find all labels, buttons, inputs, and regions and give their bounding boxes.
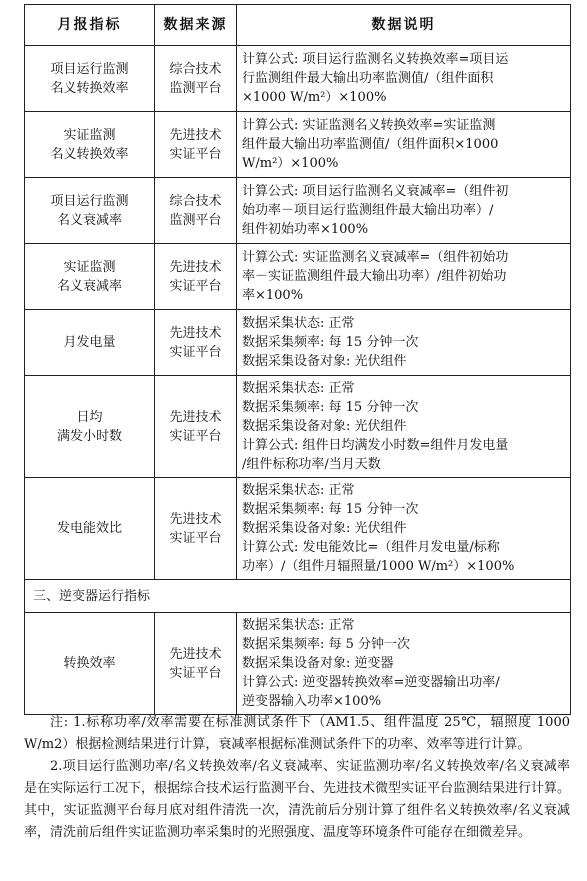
source-line: 先进技术 (169, 409, 222, 425)
source-line: 综合技术 (169, 193, 222, 209)
source-cell (155, 376, 237, 478)
description-line: 数据采集设备对象: 光伏组件 (242, 521, 407, 536)
description-line: 计算公式: 项目运行监测名义转换效率=项目运 (242, 52, 509, 67)
source-cell (155, 478, 237, 580)
description-line: 始功率－项目运行监测组件最大输出功率）/ (242, 203, 494, 218)
source-cell (155, 46, 237, 112)
description-cell (237, 613, 571, 715)
table-header-row (25, 5, 571, 46)
description-line: 数据采集状态: 正常 (242, 483, 355, 498)
source-line: 实证平台 (169, 428, 222, 444)
indicator-cell (25, 376, 155, 478)
source-line: 综合技术 (169, 61, 222, 77)
description-line: 数据采集设备对象: 光伏组件 (242, 419, 407, 434)
indicator-cell (25, 244, 155, 310)
source-line: 实证平台 (169, 665, 222, 681)
indicator-table (24, 4, 571, 715)
indicator-line: 满发小时数 (56, 428, 122, 444)
indicator-line: 名义衰减率 (56, 212, 122, 228)
description-line: /组件标称功率/当月天数 (242, 457, 381, 472)
source-line: 实证平台 (169, 344, 222, 360)
indicator-cell (25, 178, 155, 244)
note-2: 2.项目运行监测功率/名义转换效率/名义衰减率、实证监测功率/名义转换效率/名义衰减率是在实际运行工况下，根据综合技术运行监测平台、先进技术微型实证平台监测结果进行计算。其中，实证监测平台每月底对组件清洗一次，清洗前后分别计算了组件名义转换效率/名义衰减率，清洗前后组件实证监测功率采集时的光照强度、温度等环境条件可能存在细微差异。 (24, 759, 571, 840)
indicator-cell (25, 310, 155, 376)
source-cell (155, 613, 237, 715)
indicator-line: 发电能效比 (56, 521, 122, 536)
description-line: ×1000 W/m²）×100% (242, 90, 387, 105)
section-row (25, 580, 571, 613)
source-cell (155, 112, 237, 178)
section-title: 三、逆变器运行指标 (25, 580, 571, 613)
description-cell (237, 376, 571, 478)
description-line: 率－实证监测组件最大输出功率）/组件初始功 (242, 269, 507, 284)
description-cell (237, 310, 571, 376)
table-row (25, 376, 571, 478)
source-cell (155, 244, 237, 310)
source-cell (155, 178, 237, 244)
source-line: 实证平台 (169, 530, 222, 546)
description-cell (237, 244, 571, 310)
description-line: 组件初始功率×100% (242, 222, 369, 237)
description-line: 计算公式: 逆变器转换效率=逆变器输出功率/ (242, 675, 500, 690)
indicator-line: 日均 (76, 409, 103, 425)
description-line: 计算公式: 发电能效比=（组件月发电量/标称 (242, 540, 500, 555)
source-line: 监测平台 (169, 80, 222, 96)
description-line: 行监测组件最大输出功率监测值/（组件面积 (242, 71, 494, 86)
header-indicator: 月报指标 (25, 5, 155, 46)
description-cell (237, 46, 571, 112)
description-cell (237, 178, 571, 244)
description-line: 数据采集频率: 每 5 分钟一次 (242, 637, 411, 652)
source-line: 先进技术 (169, 646, 222, 662)
source-line: 先进技术 (169, 127, 222, 143)
table-row (25, 46, 571, 112)
description-line: 数据采集状态: 正常 (242, 316, 355, 331)
description-line: 计算公式: 组件日均满发小时数=组件月发电量 (242, 438, 509, 453)
source-line: 先进技术 (169, 511, 222, 527)
table-row (25, 112, 571, 178)
description-line: 计算公式: 项目运行监测名义衰减率=（组件初 (242, 184, 509, 199)
indicator-line: 实证监测 (63, 259, 116, 275)
description-line: 数据采集状态: 正常 (242, 381, 355, 396)
indicator-line: 项目运行监测 (50, 61, 129, 77)
description-line: W/m²）×100% (242, 156, 339, 171)
source-line: 实证平台 (169, 146, 222, 162)
indicator-cell (25, 613, 155, 715)
description-line: 数据采集频率: 每 15 分钟一次 (242, 502, 419, 517)
table-row (25, 310, 571, 376)
source-line: 先进技术 (169, 325, 222, 341)
description-line: 逆变器输入功率×100% (242, 694, 382, 709)
table-row (25, 613, 571, 715)
source-line: 监测平台 (169, 212, 222, 228)
indicator-line: 名义转换效率 (50, 146, 129, 162)
table-row (25, 178, 571, 244)
indicator-cell (25, 46, 155, 112)
source-line: 先进技术 (169, 259, 222, 275)
header-description: 数据说明 (237, 5, 571, 46)
indicator-line: 月发电量 (63, 335, 116, 350)
indicator-line: 名义转换效率 (50, 80, 129, 96)
indicator-line: 项目运行监测 (50, 193, 129, 209)
table-row (25, 244, 571, 310)
description-line: 率×100% (242, 288, 304, 303)
table-row (25, 478, 571, 580)
description-line: 数据采集频率: 每 15 分钟一次 (242, 335, 419, 350)
description-line: 数据采集设备对象: 光伏组件 (242, 354, 407, 369)
note-1: 注: 1.标称功率/效率需要在标准测试条件下（AM1.5、组件温度 25℃，辐照度 1000 W/m2）根据检测结果进行计算，衰减率根据标准测试条件下的功率、效率等进行计算。 (24, 715, 570, 752)
notes-section (24, 712, 570, 844)
indicator-cell (25, 112, 155, 178)
description-line: 数据采集设备对象: 逆变器 (242, 656, 394, 671)
description-cell (237, 478, 571, 580)
indicator-line: 转换效率 (63, 656, 116, 671)
description-line: 功率）/（组件月辐照量/1000 W/m²）×100% (242, 559, 515, 574)
indicator-line: 实证监测 (63, 127, 116, 143)
description-line: 计算公式: 实证监测名义衰减率=（组件初始功 (242, 250, 509, 265)
header-source: 数据来源 (155, 5, 237, 46)
description-line: 组件最大输出功率监测值/（组件面积×1000 (242, 137, 499, 152)
description-cell (237, 112, 571, 178)
description-line: 数据采集频率: 每 15 分钟一次 (242, 400, 419, 415)
indicator-cell (25, 478, 155, 580)
source-cell (155, 310, 237, 376)
description-line: 计算公式: 实证监测名义转换效率=实证监测 (242, 118, 496, 133)
description-line: 数据采集状态: 正常 (242, 618, 355, 633)
source-line: 实证平台 (169, 278, 222, 294)
indicator-line: 名义衰减率 (56, 278, 122, 294)
